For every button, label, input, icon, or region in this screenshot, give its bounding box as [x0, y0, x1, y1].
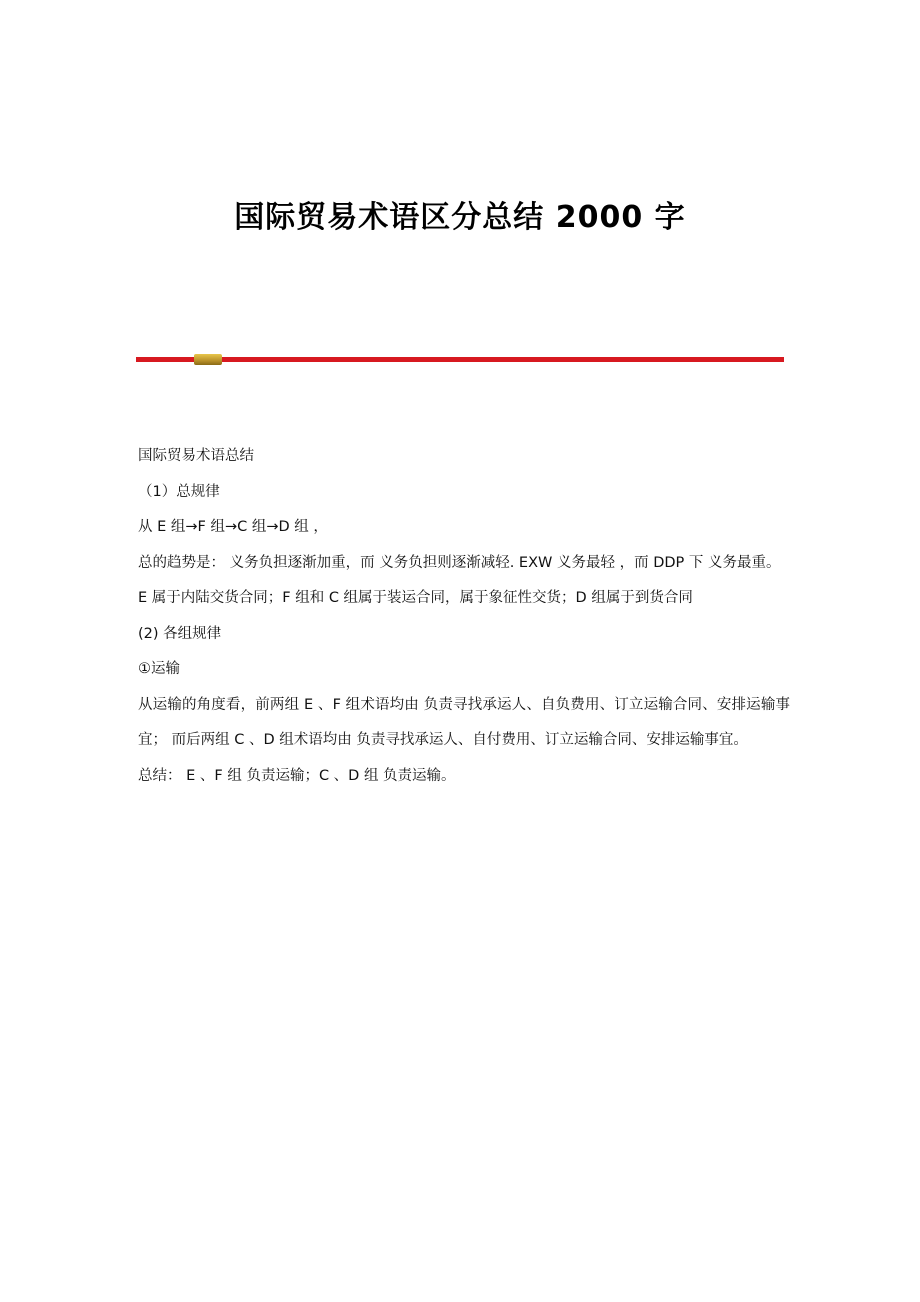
paragraph: (2) 各组规律 [138, 625, 222, 642]
paragraph: 总的趋势是： 义务负担逐渐加重，而 义务负担则逐渐减轻. EXW 义务最轻 ，而 DDP 下 义务最重。 [138, 554, 781, 571]
paragraph: 总结： E 、F 组 负责运输；C 、D 组 负责运输。 [138, 767, 456, 784]
paragraph: 国际贸易术语总结 [138, 448, 254, 464]
paragraph: 从 E 组→F 组→C 组→D 组 ， [138, 519, 328, 536]
decorative-divider [76, 353, 844, 367]
divider-bar [136, 357, 784, 362]
paragraph: E 属于内陆交货合同；F 组和 C 组属于装运合同，属于象征性交货；D 组属于到货合同 [138, 590, 693, 607]
page-title: 国际贸易术语区分总结 2000 字 [234, 200, 686, 235]
divider-ornament-icon [194, 354, 222, 365]
paragraph: （1）总规律 [138, 483, 220, 500]
paragraph: ①运输 [138, 661, 180, 678]
document-body [76, 439, 844, 794]
paragraph: 从运输的角度看，前两组 E 、F 组术语均由 负责寻找承运人、自负费用、订立运输合同、安排运输事宜； 而后两组 C 、D 组术语均由 负责寻找承运人、自付费用、订立运输合同、安排运输事宜。 [138, 696, 790, 749]
